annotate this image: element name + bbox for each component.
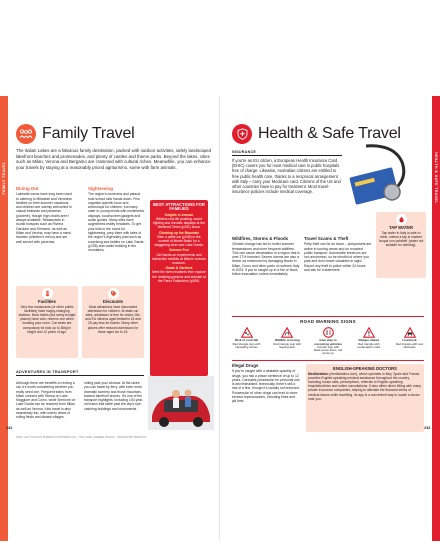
scams-heading: Travel Scams & Theft <box>304 236 349 241</box>
right-page-number: 233 <box>424 426 431 430</box>
road-sign-rock-fall <box>232 327 261 356</box>
road-signs-title: ROAD WARNING SIGNS <box>300 319 356 324</box>
english-doctors-box <box>306 364 424 432</box>
dining-out-text: Lakeside towns have long been used to catering to Milanese and Veronese families on their summer vacations, and children are warmly welcomed in casual trattorias and pizzerias (pizzerie), though high chairs aren't always available. Restaurants in tourist hotspots such as Riviera Gardone and Sirmione, as well as Milan and Verona, may have a menù bambini (children's menu) and are well served with pizzerias. <box>16 192 72 244</box>
drugs-section <box>232 364 300 404</box>
attraction-name: Knights in Armour <box>164 212 194 217</box>
road-sign-danger <box>354 327 383 356</box>
doctors-text: (mediaviation.com), which operates in Italy, Spain and France, provides English-speaking medical assistance throughout the country, including house calls, prescriptions, referrals to English-speaking hospitals/clinics and online consultations. It also offers direct billing with many private insurance companies, helping to alleviate the financial stress of medical issues while travelling. Its app is a convenient way to locate a doctor near you. <box>308 372 422 401</box>
road-sign-desc: Red triangle with exclamation mark <box>357 341 381 349</box>
tap-water-box <box>376 212 426 278</box>
tap-water-text: Tap water in Italy is safe to drink, unless a tap is marked 'acqua non potabile' (water not suitable for drinking). <box>378 231 424 248</box>
road-signs-bottom-rule <box>232 360 424 361</box>
family-icon <box>16 124 36 144</box>
right-side-label: HEALTH & SAFE TRAVEL <box>434 152 438 204</box>
exclamation-sign-icon <box>363 327 375 338</box>
attraction-name: Goats & Gardens <box>165 266 193 271</box>
right-page-title: Health & Safe Travel <box>258 125 401 142</box>
page-gutter <box>219 96 220 541</box>
left-heading <box>16 124 135 144</box>
drugs-heading: Illegal Drugs <box>232 363 259 368</box>
attraction-name: Climbing up the Mountain <box>158 230 200 235</box>
wildfires-section <box>232 237 300 277</box>
water-drop-icon <box>396 214 407 225</box>
discount-tag-icon <box>108 288 119 299</box>
road-sign-livestock <box>395 327 424 356</box>
left-side-tab <box>0 96 8 541</box>
wildfires-heading: Wildfires, Storms & Floods <box>232 236 289 241</box>
road-sign-desc: Circular sign with black arrow down, red arrow up <box>313 344 343 356</box>
attraction-desc: Ride a cable car (p208) to the summit of Monte Baldo for a staggering view over Lake Garda. <box>154 234 204 247</box>
shield-icon <box>232 124 252 144</box>
insurance-section <box>232 150 342 194</box>
deer-sign-icon <box>281 327 293 338</box>
road-sign-wildlife <box>273 327 302 356</box>
attraction-desc: Meet the farm residents then explore the rambling gardens and animals at the Parco Pallavicino (p189). <box>152 270 206 283</box>
road-sign-name: Give way to oncoming vehicles <box>314 338 342 346</box>
wildfires-text: Climate change has led to hotter summer temperatures and more frequent wildfires. This can cause devastation in a region that is over 27% forested. Severe storms are also a threat, as evidenced by damaging floods in Milan, Como and other parts of northern Italy in 2023. If you're caught up in a fire or flood, follow evacuation orders immediately. <box>232 242 300 277</box>
road-sign-give-way <box>314 327 343 356</box>
road-signs-row <box>232 327 424 356</box>
rock-fall-sign-icon <box>241 327 253 338</box>
discounts-title: Discounts <box>102 299 124 304</box>
insurance-heading: INSURANCE <box>232 150 342 156</box>
road-sign-desc: Red triangle with cow silhouette <box>395 341 424 349</box>
road-sign-name: Risk of rock fall <box>234 338 259 343</box>
transport-col-1: Although there are benefits to renting a car, it's worth considering whether you really need one. Frequent trains from Milan connect with Stresa on Lake Maggiore and Como, while Sirmione on Lake Garda can be reached from Milan as well as Verona. Kids travel is also seamlessly fun, with scenic views of rolling fields and distant villages. <box>16 381 76 420</box>
dining-out-section <box>16 187 72 244</box>
give-way-sign-icon <box>323 327 334 338</box>
road-sign-name: Wildlife crossing <box>274 338 300 343</box>
sightseeing-heading: Sightseeing <box>88 186 113 191</box>
attraction-desc: Witness real-life jousting, sword fighting and chivalric displays at the Medieval Times (p251) show. <box>153 216 205 229</box>
sightseeing-text: The region's museums and palazzi host school kids hands down. Few organise specific tours and workshops for children, but many cater to young minds with multimedia displays, touchscreen gadgets and audio guides. Many sites have augmented-reality headsets. To get your kids in the mood for sightseeing, prep them with tales of the region's legendary past such as surprising sea battles on Lake Garda (p208) and castle building in the mountains. <box>88 192 144 253</box>
cow-sign-icon <box>404 327 416 338</box>
doctors-lead: MediAviation <box>308 372 329 377</box>
facilities-text: Very few restaurants (or other public facilities) have nappy-changing stations. Most hotels (but rarely budget places) have cots; reserve one when booking your room. Car seats are compulsory for kids up to 36kg in height and 12 years of age. <box>18 305 76 334</box>
road-sign-name: Danger ahead <box>358 338 379 343</box>
stethoscope-photo <box>344 142 424 214</box>
discounts-text: Most attractions have discounted admission for children. At state-run sites, admission is free for under-18s, and EU citizens aged between 18 and 25 pay less for tickets. Many other places offer reduced admission for those aged six to 18. <box>85 305 141 334</box>
right-side-tab <box>432 96 440 541</box>
baby-icon <box>42 288 53 299</box>
discounts-box <box>82 286 144 358</box>
scams-section <box>304 237 372 272</box>
best-attractions-box <box>150 200 208 376</box>
road-sign-desc: Red triangle sign with leaping deer <box>273 341 302 349</box>
dining-out-heading: Dining Out <box>16 186 39 191</box>
road-signs-rule <box>232 316 424 317</box>
left-side-label: FAMILY TRAVEL <box>2 161 6 195</box>
road-sign-name: Livestock <box>402 338 417 343</box>
photo-credits: TODO: LEFT TO RIGHT: SURFERS? NORTHERN ITALY · THE LAKES, SUMMER HOLIDAY · IMAGES/SHUTTERSTOCK <box>16 436 147 439</box>
transport-col-2: rolling past your window. At the lakes, you can travel by ferry, with even more dramatic scenery and those mountain-backed lakefront shores. It's one of the transport highlights, including 100-year-old trains that rattle past the city's eye-catching buildings and monuments. <box>84 381 144 411</box>
road-sign-desc: Red triangle sign with cascading stones <box>232 341 261 349</box>
tap-water-title: TAP WATER <box>389 225 413 230</box>
left-page-title: Family Travel <box>42 125 135 142</box>
scams-text: Petty theft can be an issue – pickpockets are active in touristy areas and on crowded public transport. Automobile break-ins are not uncommon, so be mindful of where you park and don't leave valuables in sight. Report any theft to police within 24 hours and ask for a statement. <box>304 242 372 273</box>
transport-section-title: ADVENTURES IN TRANSPORT <box>16 370 144 376</box>
left-page-number: 232 <box>6 426 13 430</box>
drugs-text: If you're caught with a dealable quantity of drugs, you risk a prison sentence of up to 12 years. Cannabis possession for personal use is decriminalised: technically, there's still a risk of a fine, though it's usually not enforced. Possession of other drugs can lead to more serious repercussions, including fines and jail time. <box>232 369 300 404</box>
sightseeing-section <box>88 187 144 252</box>
best-attractions-title: BEST ATTRACTIONS FOR FAMILIES <box>153 202 205 212</box>
english-doctors-title: ENGLISH-SPEAKING DOCTORS <box>333 366 397 371</box>
facilities-title: Facilities <box>38 299 56 304</box>
insurance-text: If you're an EU citizen, a European Health Insurance Card (EHIC) covers you for most medical care in public hospitals free of charge. Likewise, Australian citizens are entitled to free public health care, thanks to a reciprocal arrangement with Italy – carry your Medicare card. Citizens of the US and other countries have to pay for treatment. Most travel-insurance policies include medical coverage. <box>232 158 341 194</box>
right-heading <box>232 124 401 144</box>
attraction-name: Science Fun <box>169 248 189 253</box>
facilities-box <box>16 286 78 358</box>
family-car-photo <box>148 376 214 430</box>
left-intro: The Italian Lakes are a fabulous family destination, packed with outdoor activities, safely landscaped lakefront beaches and promenades, and plenty of castles and theme parks. Beyond the lakes, cities such as Milan, Verona and Bergamo are crammed with cultural riches. Meanwhile, you can enhance your travels by staying at a reasonably priced agriturismo, some with farm animals. <box>16 148 212 170</box>
attraction-desc: Get hands-on experiments and interactive exhibits at Milan's science museum. <box>152 252 206 265</box>
